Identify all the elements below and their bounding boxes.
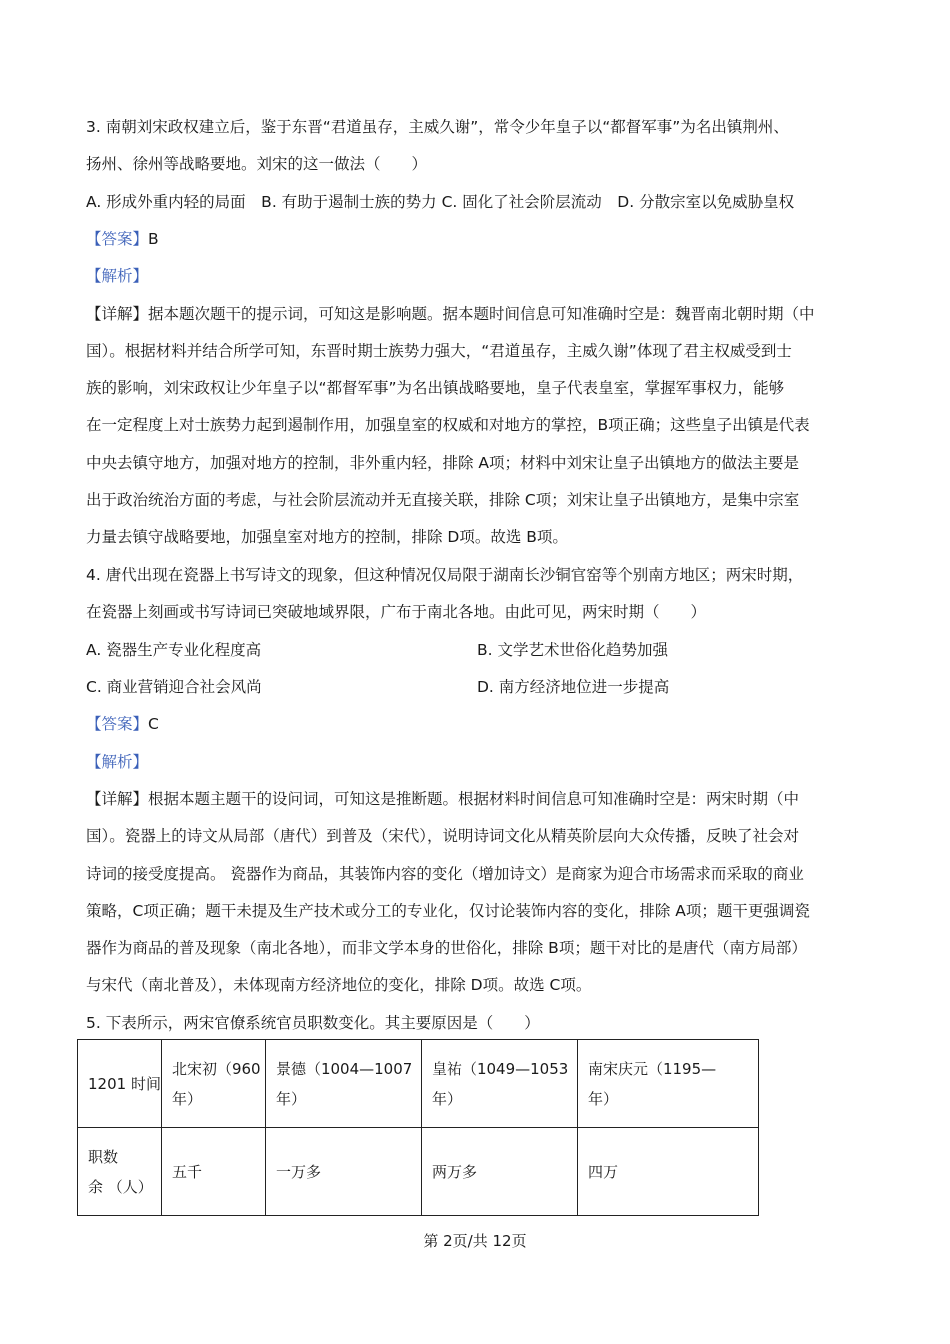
table-cell: 两万多 (421, 1128, 577, 1216)
q4-detail-line: 器作为商品的普及现象（南北各地），而非文学本身的世俗化，排除 B项；题干对比的是唐代（南方局部） (86, 939, 807, 957)
q4-answer-label: 【答案】 (86, 715, 149, 733)
table-header-cell: 南宋庆元（1195— 年） (577, 1040, 758, 1128)
q4-detail-line: 诗词的接受度提高。 瓷器作为商品，其装饰内容的变化（增加诗文）是商家为迎合市场需求而采取的商业 (86, 865, 804, 883)
q4-option-b: B. 文学艺术世俗化趋势加强 (477, 641, 668, 659)
q4-option-d: D. 南方经济地位进一步提高 (477, 678, 670, 696)
q4-detail-line: 国）。瓷器上的诗文从局部（唐代）到普及（宋代），说明诗词文化从精英阶层向大众传播，反映了社会对 (86, 827, 800, 845)
q4-stem-line1: 4. 唐代出现在瓷器上书写诗文的现象，但这种情况仅局限于湖南长沙铜官窑等个别南方地区；两宋时期， (86, 566, 804, 584)
q3-answer: B (148, 230, 159, 248)
q3-detail-line: 【详解】据本题次题干的提示词，可知这是影响题。据本题时间信息可知准确时空是：魏晋南北朝时期（中 (86, 305, 815, 323)
q4-option-a: A. 瓷器生产专业化程度高 (86, 641, 262, 659)
q3-detail-line: 出于政治统治方面的考虑，与社会阶层流动并无直接关联，排除 C项；刘宋让皇子出镇地方，是集中宗室 (86, 491, 800, 509)
q3-options: A. 形成外重内轻的局面 B. 有助于遏制士族的势力 C. 固化了社会阶层流动 D. 分散宗室以免威胁皇权 (86, 193, 795, 211)
officials-table (77, 1039, 759, 1216)
q4-answer: C (148, 715, 159, 733)
q4-option-c: C. 商业营销迎合社会风尚 (86, 678, 262, 696)
q3-detail-line: 力量去镇守战略要地，加强皇室对地方的控制，排除 D项。故选 B项。 (86, 528, 568, 546)
q3-stem-line1: 3. 南朝刘宋政权建立后，鉴于东晋“君道虽存，主威久谢”，常令少年皇子以“都督军事”为名出镇荆州、 (86, 118, 789, 136)
q3-answer-row (86, 229, 159, 249)
table-cell: 一万多 (265, 1128, 421, 1216)
q3-detail-line: 族的影响，刘宋政权让少年皇子以“都督军事”为名出镇战略要地，皇子代表皇室，掌握军事权力，能够 (86, 379, 785, 397)
q3-stem-line2: 扬州、徐州等战略要地。刘宋的这一做法（ ） (86, 155, 428, 173)
table-header-label: 1201 时间 (78, 1040, 162, 1128)
table-cell: 四万 (577, 1128, 758, 1216)
q3-detail-line: 中央去镇守地方，加强对地方的控制，非外重内轻，排除 A项；材料中刘宋让皇子出镇地方的做法主要是 (86, 454, 800, 472)
q3-detail-line: 在一定程度上对士族势力起到遏制作用，加强皇室的权威和对地方的掌控，B项正确；这些皇子出镇是代表 (86, 416, 810, 434)
q4-stem-line2: 在瓷器上刻画或书写诗词已突破地域界限，广布于南北各地。由此可见，两宋时期（ ） (86, 603, 707, 621)
q5-stem: 5. 下表所示，两宋官僚系统官员职数变化。其主要原因是（ ） (86, 1014, 540, 1032)
q3-answer-label: 【答案】 (86, 230, 149, 248)
page-footer: 第 2页/共 12页 (423, 1232, 527, 1250)
table-cell: 五千 (161, 1128, 265, 1216)
table-row-label: 职数 余 （人） (78, 1128, 162, 1216)
q3-detail-line: 国）。根据材料并结合所学可知，东晋时期士族势力强大，“君道虽存，主威久谢”体现了君主权威受到士 (86, 342, 792, 360)
q4-detail-line: 与宋代（南北普及），未体现南方经济地位的变化，排除 D项。故选 C项。 (86, 976, 592, 994)
table-header-cell: 景德（1004—1007 年） (265, 1040, 421, 1128)
q3-analysis-label: 【解析】 (86, 267, 149, 285)
q4-detail-line: 策略，C项正确；题干未提及生产技术或分工的专业化，仅讨论装饰内容的变化，排除 A项；题干更强调瓷 (86, 902, 810, 920)
q4-detail-line: 【详解】根据本题主题干的设问词，可知这是推断题。根据材料时间信息可知准确时空是：两宋时期（中 (86, 790, 800, 808)
q4-answer-row (86, 714, 159, 734)
table-row (78, 1128, 759, 1216)
table-header-row (78, 1040, 759, 1128)
table-header-cell: 皇祐（1049—1053 年） (421, 1040, 577, 1128)
q4-analysis-label: 【解析】 (86, 753, 149, 771)
table-header-cell: 北宋初（960 年） (161, 1040, 265, 1128)
